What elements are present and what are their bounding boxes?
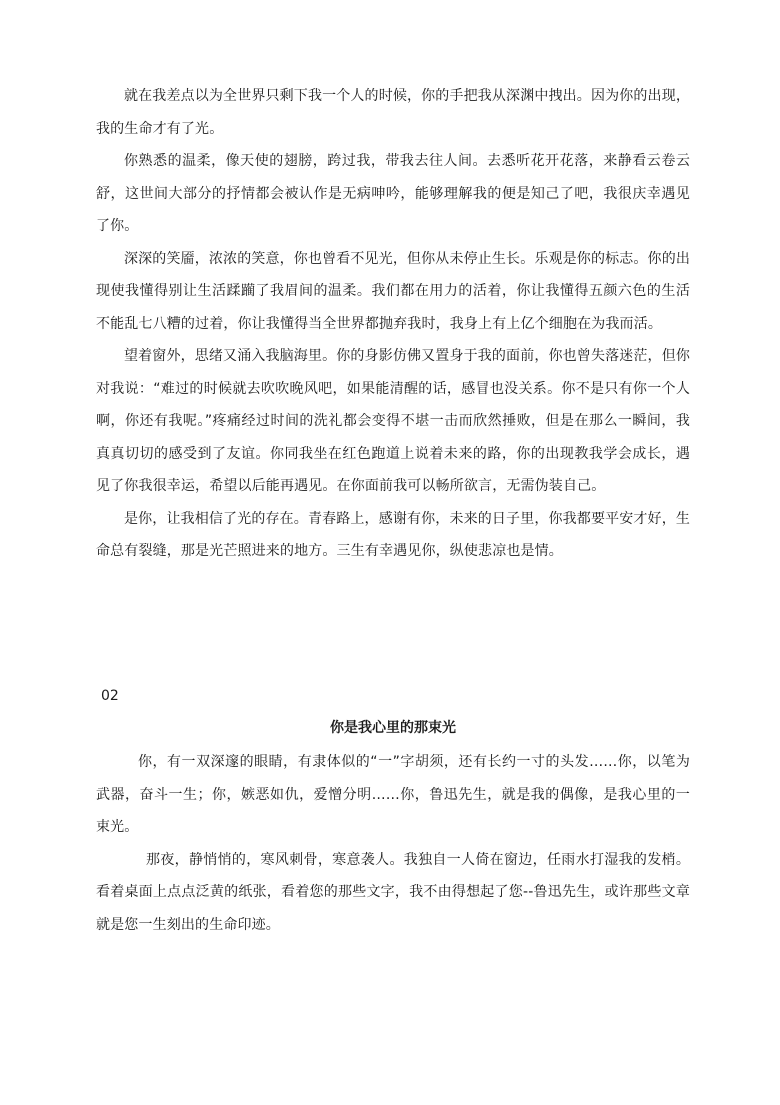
paragraph: 你熟悉的温柔，像天使的翅膀，跨过我，带我去往人间。去悉听花开花落，来静看云卷云舒，这世间大部分的抒情都会被认作是无病呻吟，能够理解我的便是知己了吧，我很庆幸遇见了你。: [96, 153, 690, 234]
paragraph: 你，有一双深邃的眼睛，有隶体似的“一”字胡须，还有长约一寸的头发……你，以笔为武器，奋斗一生；你，嫉恶如仇，爱憎分明……你，鲁迅先生，就是我的偶像，是我心里的一束光。: [96, 754, 690, 835]
paragraph: 是你，让我相信了光的存在。青春路上，感谢有你，未来的日子里，你我都要平安才好，生命总有裂缝，那是光芒照进来的地方。三生有幸遇见你，纵使悲凉也是情。: [96, 510, 690, 559]
paragraph: 那夜，静悄悄的，寒风刺骨，寒意袭人。我独自一人倚在窗边，任雨水打湿我的发梢。看着桌面上点点泛黄的纸张，看着您的那些文字，我不由得想起了您--鲁迅先生，或许那些文章就是您一生刻出的生命印迹。: [96, 851, 690, 933]
essay-section-1: [96, 80, 690, 568]
paragraph: 就在我差点以为全世界只剩下我一个人的时候，你的手把我从深渊中拽出。因为你的出现，我的生命才有了光。: [96, 88, 690, 137]
paragraph: 望着窗外，思绪又涌入我脑海里。你的身影仿佛又置身于我的面前，你也曾失落迷茫，但你对我说：“难过的时候就去吹吹晚风吧，如果能清醒的话，感冒也没关系。你不是只有你一个人啊，你还有我呢。”疼痛经过时间的洗礼都会变得不堪一击而欣然捶败，但是在那么一瞬间，我真真切切的感受到了友谊。你同我坐在红色跑道上说着未来的路，你的出现教我学会成长，遇见了你我很幸运，希望以后能再遇见。在你面前我可以畅所欲言，无需伪装自己。: [96, 348, 690, 494]
paragraph: 深深的笑靥，浓浓的笑意，你也曾看不见光，但你从未停止生长。乐观是你的标志。你的出现使我懂得别让生活蹂躏了我眉间的温柔。我们都在用力的活着，你让我懂得五颜六色的生活不能乱七八糟的过着，你让我懂得当全世界都抛弃我时，我身上有上亿个细胞在为我而活。: [96, 250, 690, 332]
essay-title: 你是我心里的那束光: [330, 720, 456, 736]
section-number: 02: [101, 688, 119, 704]
essay-section-2: [96, 746, 690, 941]
